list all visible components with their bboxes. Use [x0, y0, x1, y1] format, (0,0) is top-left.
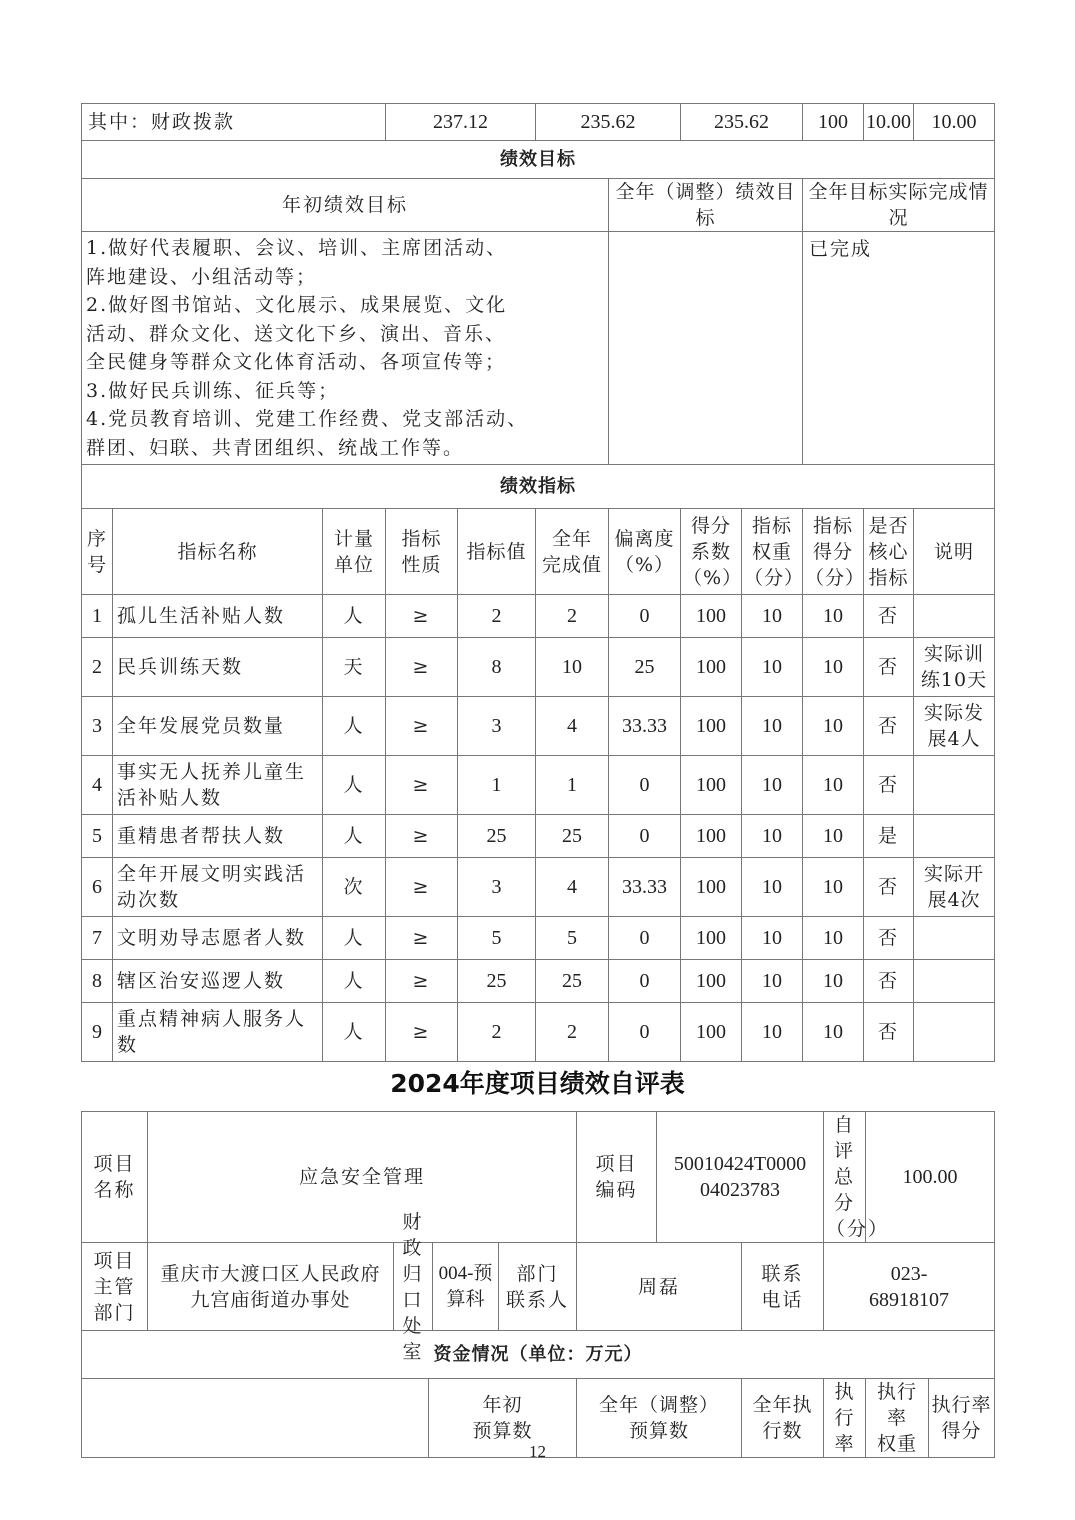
- indicator-coef: 100: [681, 815, 742, 858]
- indicator-core: 否: [864, 960, 914, 1003]
- indicator-row: [82, 697, 995, 756]
- funding-row-fiscal: [82, 104, 995, 141]
- indicator-no: 7: [82, 917, 113, 960]
- department-row: [82, 1243, 995, 1331]
- indicator-name: 民兵训练天数: [113, 638, 323, 697]
- initial-budget-header: 年初 预算数: [429, 1379, 577, 1458]
- indicator-weight: 10: [742, 858, 803, 917]
- adjusted-goal-text: [609, 232, 803, 465]
- indicator-coef: 100: [681, 595, 742, 638]
- indicator-score: 10: [803, 815, 864, 858]
- performance-table-continued: [81, 103, 995, 1062]
- indicator-name: 重精患者帮扶人数: [113, 815, 323, 858]
- rate-weight: 10.00: [864, 104, 914, 141]
- indicator-actual: 5: [536, 917, 609, 960]
- adjusted-goal-header: 全年（调整）绩效目标: [609, 179, 803, 232]
- indicator-unit: 人: [323, 815, 386, 858]
- indicators-body: [82, 595, 995, 1062]
- indicator-row: [82, 595, 995, 638]
- indicator-target: 25: [458, 960, 536, 1003]
- project-self-evaluation-table: [81, 1111, 995, 1458]
- goal-line: 3.做好民兵训练、征兵等；: [86, 379, 340, 402]
- rate-score-header: 执行率 得分: [929, 1379, 995, 1458]
- form-title: 2024年度项目绩效自评表: [390, 1069, 685, 1098]
- indicator-target: 25: [458, 815, 536, 858]
- header-nature: 指标 性质: [386, 509, 458, 595]
- indicator-core: 否: [864, 697, 914, 756]
- header-note: 说明: [914, 509, 995, 595]
- indicator-row: [82, 960, 995, 1003]
- indicator-coef: 100: [681, 1003, 742, 1062]
- goal-line: 全民健身等群众文化体育活动、各项宣传等；: [86, 351, 507, 373]
- indicator-nature: ≥: [386, 638, 458, 697]
- goal-line: 阵地建设、小组活动等；: [86, 265, 318, 288]
- header-weight: 指标 权重 （分）: [742, 509, 803, 595]
- indicator-note: 实际发 展4人: [914, 697, 995, 756]
- indicator-actual: 4: [536, 858, 609, 917]
- indicator-deviation: 33.33: [609, 697, 681, 756]
- funding-label: 其中：财政拨款: [82, 104, 386, 141]
- project-code-label: 项目 编码: [577, 1112, 657, 1243]
- adjusted-budget-header: 全年（调整） 预算数: [577, 1379, 742, 1458]
- indicator-name: 文明劝导志愿者人数: [113, 917, 323, 960]
- indicator-no: 8: [82, 960, 113, 1003]
- indicator-unit: 人: [323, 595, 386, 638]
- rate-score: 10.00: [914, 104, 995, 141]
- indicator-score: 10: [803, 858, 864, 917]
- indicator-actual: 25: [536, 815, 609, 858]
- indicator-row: [82, 1003, 995, 1062]
- indicator-core: 是: [864, 815, 914, 858]
- header-coef: 得分 系数 （%）: [681, 509, 742, 595]
- contact-label: 部门 联系人: [499, 1243, 577, 1331]
- indicator-target: 2: [458, 595, 536, 638]
- total-score: 100.00: [866, 1112, 995, 1243]
- indicator-nature: ≥: [386, 815, 458, 858]
- indicator-nature: ≥: [386, 917, 458, 960]
- indicator-nature: ≥: [386, 595, 458, 638]
- indicator-score: 10: [803, 595, 864, 638]
- indicator-deviation: 0: [609, 595, 681, 638]
- indicator-deviation: 0: [609, 917, 681, 960]
- indicator-actual: 2: [536, 595, 609, 638]
- indicator-no: 9: [82, 1003, 113, 1062]
- indicator-actual: 25: [536, 960, 609, 1003]
- execution-rate: 100: [803, 104, 864, 141]
- indicator-row: [82, 917, 995, 960]
- indicator-deviation: 25: [609, 638, 681, 697]
- indicator-score: 10: [803, 638, 864, 697]
- indicator-core: 否: [864, 1003, 914, 1062]
- indicator-note: 实际开 展4次: [914, 858, 995, 917]
- indicator-name: 重点精神病人服务人 数: [113, 1003, 323, 1062]
- indicator-coef: 100: [681, 638, 742, 697]
- indicator-weight: 10: [742, 917, 803, 960]
- phone-label: 联系 电话: [742, 1243, 824, 1331]
- indicator-actual: 2: [536, 1003, 609, 1062]
- header-no: 序 号: [82, 509, 113, 595]
- indicator-note: [914, 1003, 995, 1062]
- header-deviation: 偏离度 （%）: [609, 509, 681, 595]
- indicator-nature: ≥: [386, 697, 458, 756]
- indicator-name: 全年开展文明实践活 动次数: [113, 858, 323, 917]
- indicator-no: 5: [82, 815, 113, 858]
- indicator-unit: 天: [323, 638, 386, 697]
- indicator-actual: 1: [536, 756, 609, 815]
- header-core: 是否 核心 指标: [864, 509, 914, 595]
- indicator-weight: 10: [742, 595, 803, 638]
- contact-person: 周磊: [577, 1243, 742, 1331]
- project-name-row: [82, 1112, 995, 1243]
- indicator-nature: ≥: [386, 756, 458, 815]
- indicator-nature: ≥: [386, 1003, 458, 1062]
- total-score-label: 自评 总分 （分）: [824, 1112, 866, 1243]
- indicator-coef: 100: [681, 858, 742, 917]
- indicator-deviation: 0: [609, 1003, 681, 1062]
- goal-line: 群团、妇联、共青团组织、统战工作等。: [86, 436, 465, 459]
- indicator-score: 10: [803, 917, 864, 960]
- indicator-row: [82, 756, 995, 815]
- initial-budget: 237.12: [386, 104, 536, 141]
- indicator-note: [914, 960, 995, 1003]
- page-number: 12: [529, 1442, 546, 1461]
- initial-goal-header: 年初绩效目标: [82, 179, 609, 232]
- goal-line: 4.党员教育培训、党建工作经费、党支部活动、: [86, 408, 529, 430]
- indicator-deviation: 33.33: [609, 858, 681, 917]
- indicator-name: 事实无人抚养儿童生 活补贴人数: [113, 756, 323, 815]
- rate-header: 执行率: [824, 1379, 866, 1458]
- indicator-target: 2: [458, 1003, 536, 1062]
- indicator-weight: 10: [742, 638, 803, 697]
- indicator-score: 10: [803, 697, 864, 756]
- indicator-note: [914, 917, 995, 960]
- header-name: 指标名称: [113, 509, 323, 595]
- indicator-note: [914, 595, 995, 638]
- header-score: 指标 得分 （分）: [803, 509, 864, 595]
- goal-line: 1.做好代表履职、会议、培训、主席团活动、: [86, 237, 508, 259]
- indicator-core: 否: [864, 756, 914, 815]
- indicator-deviation: 0: [609, 960, 681, 1003]
- indicator-unit: 人: [323, 917, 386, 960]
- indicator-nature: ≥: [386, 858, 458, 917]
- indicator-unit: 人: [323, 960, 386, 1003]
- goals-section-title: 绩效目标: [82, 141, 995, 179]
- adjusted-budget: 235.62: [536, 104, 681, 141]
- indicator-note: [914, 815, 995, 858]
- project-name-label: 项目 名称: [82, 1112, 148, 1243]
- indicator-name: 全年发展党员数量: [113, 697, 323, 756]
- indicator-weight: 10: [742, 756, 803, 815]
- finance-office-label: 财政 归口 处室 004-预算科: [394, 1243, 499, 1331]
- indicator-core: 否: [864, 917, 914, 960]
- indicator-coef: 100: [681, 960, 742, 1003]
- indicator-note: [914, 756, 995, 815]
- indicator-score: 10: [803, 756, 864, 815]
- header-actual: 全年 完成值: [536, 509, 609, 595]
- indicators-section-title: 绩效指标: [82, 465, 995, 509]
- completion-header: 全年目标实际完成情况: [803, 179, 995, 232]
- project-code: 50010424T0000 04023783: [657, 1112, 824, 1243]
- indicator-target: 3: [458, 858, 536, 917]
- header-unit: 计量 单位: [323, 509, 386, 595]
- indicator-target: 5: [458, 917, 536, 960]
- indicator-target: 3: [458, 697, 536, 756]
- indicator-coef: 100: [681, 917, 742, 960]
- executed-amount: 235.62: [681, 104, 803, 141]
- indicator-coef: 100: [681, 756, 742, 815]
- indicator-deviation: 0: [609, 815, 681, 858]
- indicator-name: 辖区治安巡逻人数: [113, 960, 323, 1003]
- indicator-no: 1: [82, 595, 113, 638]
- indicator-core: 否: [864, 638, 914, 697]
- finance-office: 004-预算科: [438, 1262, 493, 1310]
- dept-name: 重庆市大渡口区人民政府 九宫庙街道办事处: [148, 1243, 394, 1331]
- indicator-note: 实际训 练10天: [914, 638, 995, 697]
- indicator-row: [82, 815, 995, 858]
- indicator-no: 3: [82, 697, 113, 756]
- indicator-unit: 次: [323, 858, 386, 917]
- indicator-core: 否: [864, 595, 914, 638]
- project-name: 应急安全管理: [148, 1112, 577, 1243]
- indicator-actual: 4: [536, 697, 609, 756]
- indicator-score: 10: [803, 960, 864, 1003]
- dept-label: 项目 主管 部门: [82, 1243, 148, 1331]
- indicator-actual: 10: [536, 638, 609, 697]
- indicator-unit: 人: [323, 697, 386, 756]
- completion-status: 已完成: [803, 232, 995, 465]
- indicators-header-row: [82, 509, 995, 595]
- indicator-no: 4: [82, 756, 113, 815]
- indicator-weight: 10: [742, 697, 803, 756]
- indicator-target: 8: [458, 638, 536, 697]
- indicator-core: 否: [864, 858, 914, 917]
- indicator-target: 1: [458, 756, 536, 815]
- phone-number: 023- 68918107: [824, 1243, 995, 1331]
- funding-section-title: 资金情况（单位：万元）: [82, 1331, 995, 1379]
- indicator-coef: 100: [681, 697, 742, 756]
- header-target: 指标值: [458, 509, 536, 595]
- indicator-row: [82, 638, 995, 697]
- indicator-unit: 人: [323, 1003, 386, 1062]
- indicator-weight: 10: [742, 1003, 803, 1062]
- indicator-nature: ≥: [386, 960, 458, 1003]
- indicator-weight: 10: [742, 960, 803, 1003]
- indicator-name: 孤儿生活补贴人数: [113, 595, 323, 638]
- initial-goal-text: [82, 232, 609, 465]
- indicator-no: 2: [82, 638, 113, 697]
- indicator-weight: 10: [742, 815, 803, 858]
- indicator-unit: 人: [323, 756, 386, 815]
- rate-weight-header: 执行率 权重: [866, 1379, 929, 1458]
- executed-header: 全年执行数: [742, 1379, 824, 1458]
- goal-line: 活动、群众文化、送文化下乡、演出、音乐、: [86, 322, 507, 345]
- indicator-score: 10: [803, 1003, 864, 1062]
- indicator-no: 6: [82, 858, 113, 917]
- goal-line: 2.做好图书馆站、文化展示、成果展览、文化: [86, 294, 508, 316]
- indicator-row: [82, 858, 995, 917]
- indicator-deviation: 0: [609, 756, 681, 815]
